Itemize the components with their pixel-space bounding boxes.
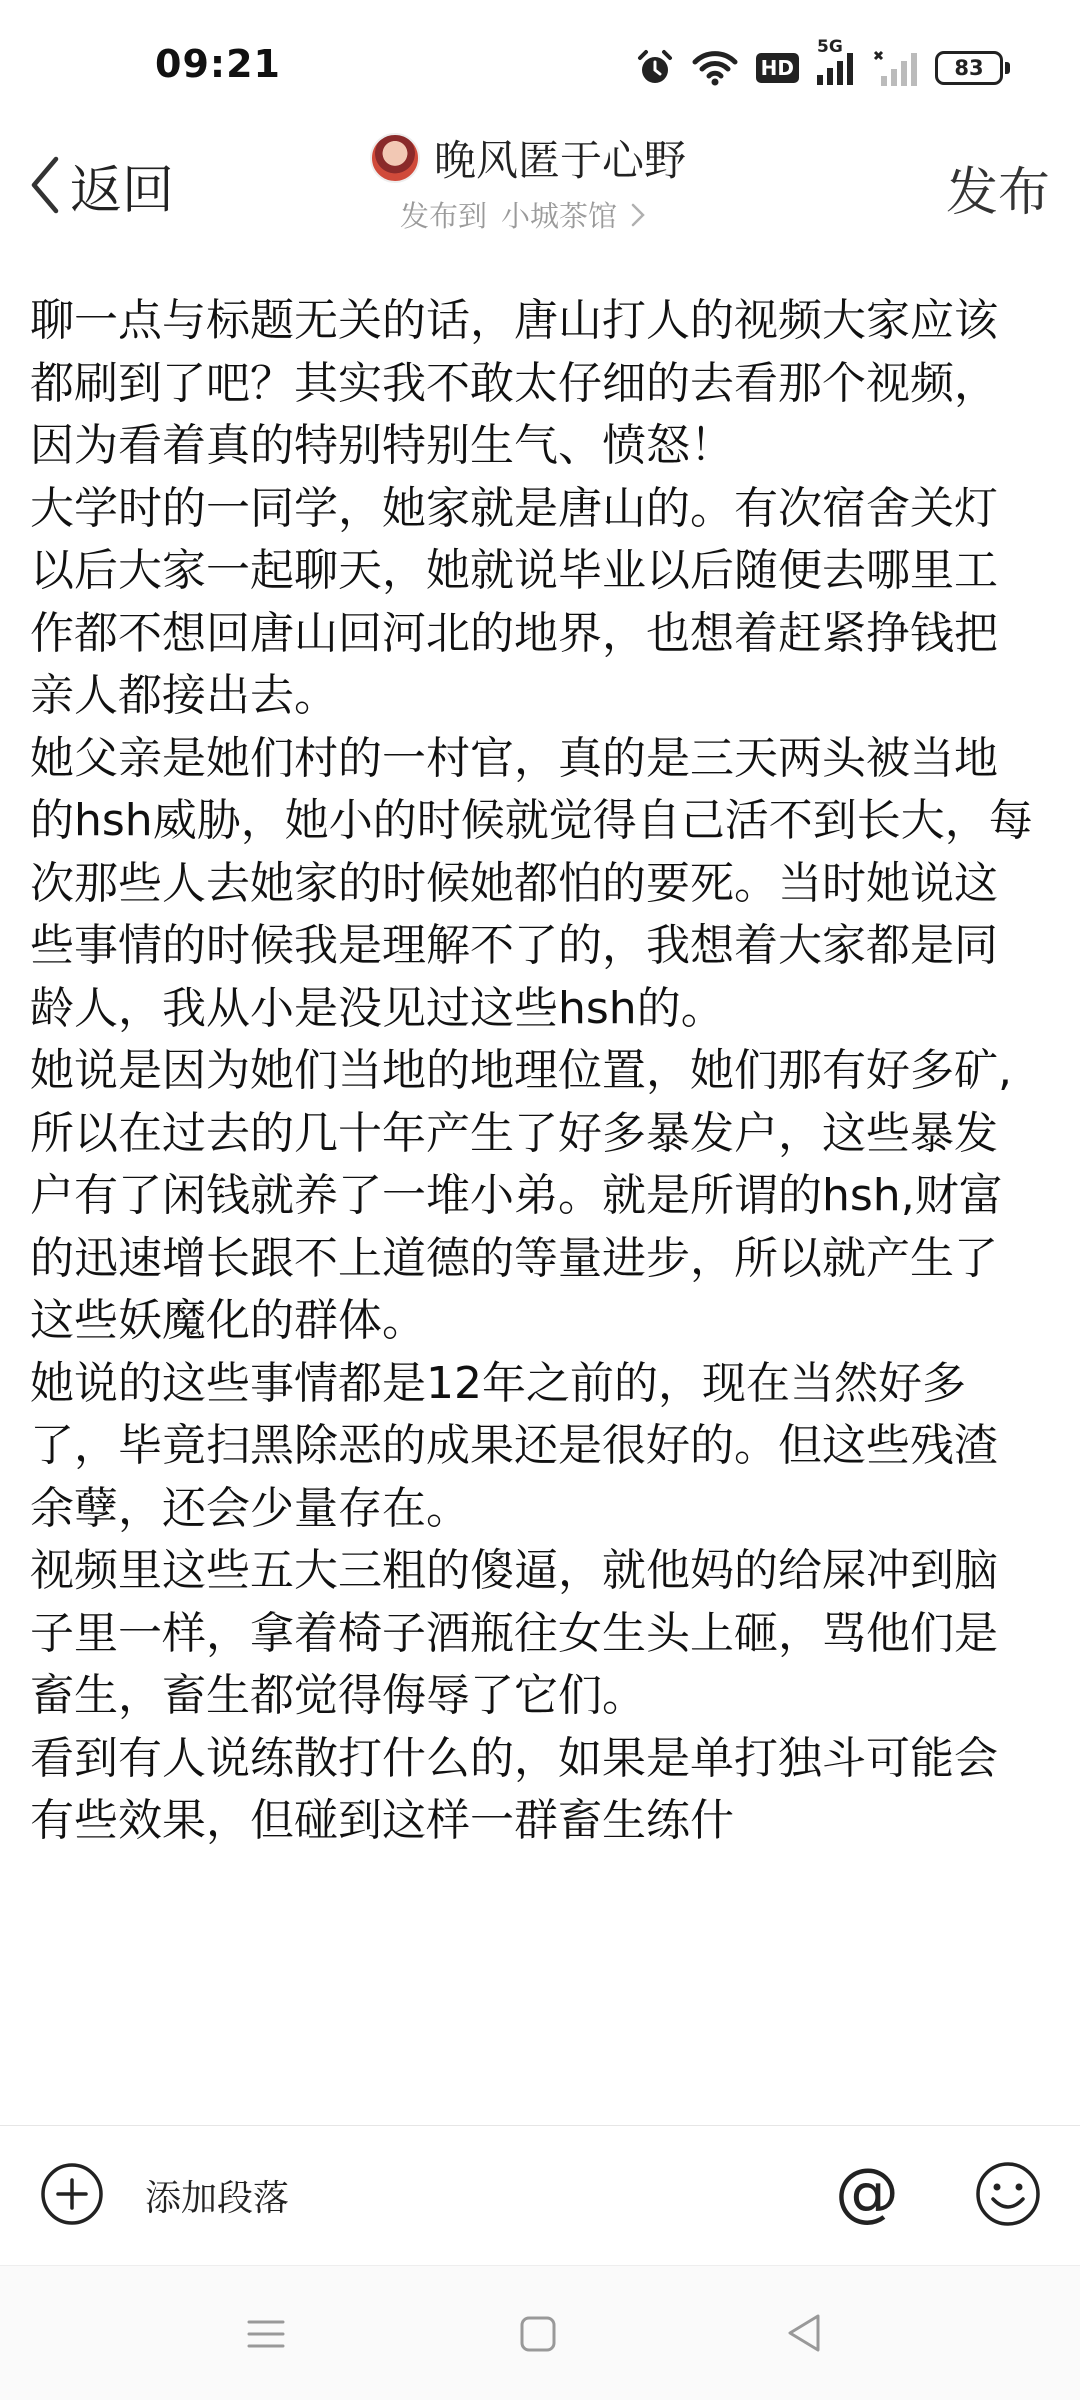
network-label: 5G [817,37,843,57]
header [0,120,1080,250]
menu-icon[interactable] [246,2314,286,2354]
editor-toolbar [0,2125,1080,2265]
system-nav-bar [0,2265,1080,2400]
status-time: 09:21 [155,42,281,86]
author-name: 晚风匿于心野 [434,136,687,185]
circle-name: 小城茶馆 [501,199,618,233]
status-icons [636,37,1010,90]
publish-to-selector[interactable] [400,194,790,235]
hd-icon: HD [756,53,799,83]
wifi-icon [692,50,738,86]
status-bar [0,0,1080,140]
publish-button[interactable]: 发布 [945,163,1050,223]
emoji-icon[interactable] [975,2161,1041,2227]
chevron-left-icon [30,156,60,214]
article-body-editor[interactable]: 聊一点与标题无关的话，唐山打人的视频大家应该都刷到了吧？其实我不敢太仔细的去看那个视频，因为看着真的特别特别生气、愤怒！ 大学时的一同学，她家就是唐山的。有次宿舍关灯以后大家一起聊天，她就说毕业以后随便去哪里工作都不想回唐山回河北的地界，也想着赶紧挣钱把亲人都接出去。 她父亲是她们村的一村官，真的是三天两头被当地的hsh威胁，她小的时候就觉得自己活不到长大，每次那些人去她家的时候她都怕的要死。当时她说这些事情的时候我是理解不了的，我想着大家都是同龄人，我从小是没见过这些hsh的。 她说是因为她们当地的地理位置，她们那有好多矿,所以在过去的几十年产生了好多暴发户，这些暴发户有了闲钱就养了一堆小弟。就是所谓的hsh,财富的迅速增长跟不上道德的等量进步，所以就产生了这些妖魔化的群体。 她说的这些事情都是12年之前的，现在当然好多了，毕竟扫黑除恶的成果还是很好的。但这些残渣余孽，还会少量存在。 视频里这些五大三粗的傻逼，就他妈的给屎冲到脑子里一样，拿着椅子酒瓶往女生头上砸，骂他们是畜生，畜生都觉得侮辱了它们。 看到有人说练散打什么的，如果是单打独斗可能会有些效果，但碰到这样一群畜生练什 [30,295,1033,1846]
back-label: 返回 [70,160,175,221]
back-button[interactable] [30,150,174,220]
signal-icon [873,50,917,86]
add-paragraph-button[interactable]: 添加段落 [145,2178,290,2219]
mention-button[interactable]: @ [835,2156,899,2230]
battery-icon [935,51,1010,85]
battery-level: 83 [935,51,1003,85]
chevron-right-icon [631,203,645,227]
alarm-icon [636,49,674,87]
author-row[interactable] [370,128,790,188]
author-block [370,128,790,235]
home-icon[interactable] [518,2314,558,2354]
signal-5g-icon [817,37,855,85]
add-paragraph-icon[interactable] [40,2162,104,2226]
publish-to-label: 发布到 [400,199,488,233]
nav-back-icon[interactable] [784,2312,824,2354]
avatar[interactable] [370,133,420,183]
